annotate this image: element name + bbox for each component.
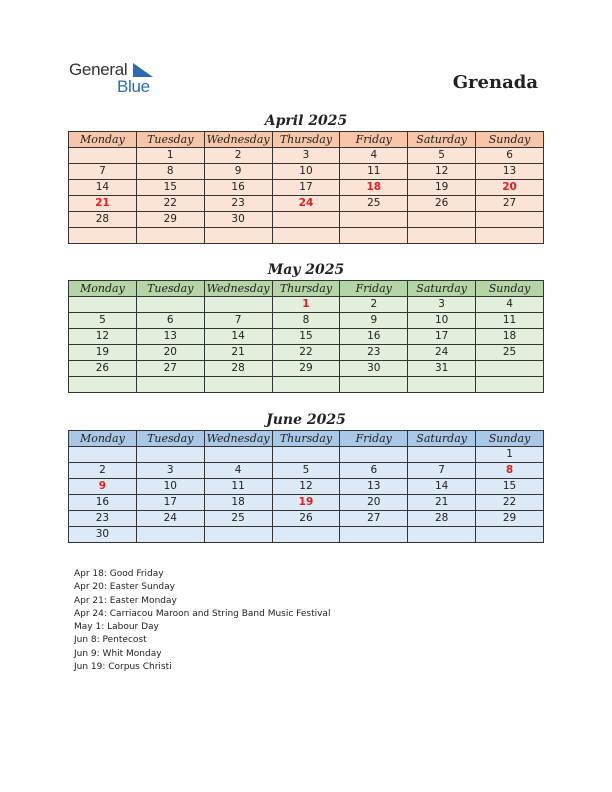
month-may bbox=[68, 261, 544, 393]
empty-day-cell bbox=[340, 447, 408, 463]
empty-day-cell bbox=[408, 527, 476, 543]
holiday-list bbox=[74, 568, 330, 674]
day-cell: 8 bbox=[136, 164, 204, 180]
day-cell: 15 bbox=[136, 180, 204, 196]
day-cell: 16 bbox=[69, 495, 137, 511]
day-cell: 6 bbox=[136, 313, 204, 329]
weekday-header: Tuesday bbox=[136, 281, 204, 297]
empty-day-cell bbox=[204, 527, 272, 543]
day-cell: 12 bbox=[408, 164, 476, 180]
empty-day-cell bbox=[476, 361, 544, 377]
empty-day-cell bbox=[204, 297, 272, 313]
logo-triangle-icon bbox=[133, 63, 153, 77]
holiday-note: Apr 18: Good Friday bbox=[74, 569, 164, 579]
day-cell: 13 bbox=[136, 329, 204, 345]
day-cell: 26 bbox=[69, 361, 137, 377]
weekday-header: Thursday bbox=[272, 132, 340, 148]
day-cell: 22 bbox=[476, 495, 544, 511]
day-cell: 28 bbox=[204, 361, 272, 377]
day-cell: 4 bbox=[204, 463, 272, 479]
day-cell: 15 bbox=[476, 479, 544, 495]
day-cell: 7 bbox=[408, 463, 476, 479]
day-cell: 5 bbox=[408, 148, 476, 164]
day-cell: 3 bbox=[136, 463, 204, 479]
day-cell: 1 bbox=[136, 148, 204, 164]
week-row bbox=[69, 463, 544, 479]
holiday-note: Jun 19: Corpus Christi bbox=[74, 662, 172, 673]
day-cell: 27 bbox=[476, 196, 544, 212]
empty-day-cell bbox=[272, 212, 340, 228]
day-cell: 7 bbox=[69, 164, 137, 180]
day-cell: 4 bbox=[476, 297, 544, 313]
week-row bbox=[69, 361, 544, 377]
day-cell: 19 bbox=[408, 180, 476, 196]
weekday-header: Sunday bbox=[476, 431, 544, 447]
holiday-day-cell: 8 bbox=[476, 463, 544, 479]
empty-day-cell bbox=[204, 447, 272, 463]
week-row bbox=[69, 297, 544, 313]
calendar-grid bbox=[68, 131, 544, 244]
day-cell: 29 bbox=[272, 361, 340, 377]
empty-day-cell bbox=[69, 228, 137, 244]
day-cell: 24 bbox=[136, 511, 204, 527]
holiday-day-cell: 24 bbox=[272, 196, 340, 212]
week-row bbox=[69, 164, 544, 180]
day-cell: 13 bbox=[476, 164, 544, 180]
day-cell: 11 bbox=[476, 313, 544, 329]
day-cell: 3 bbox=[272, 148, 340, 164]
day-cell: 27 bbox=[340, 511, 408, 527]
day-cell: 20 bbox=[136, 345, 204, 361]
day-cell: 10 bbox=[408, 313, 476, 329]
empty-day-cell bbox=[272, 377, 340, 393]
holiday-day-cell: 1 bbox=[272, 297, 340, 313]
weekday-header: Sunday bbox=[476, 132, 544, 148]
day-cell: 28 bbox=[69, 212, 137, 228]
empty-day-cell bbox=[136, 228, 204, 244]
day-cell: 2 bbox=[340, 297, 408, 313]
calendar-grid bbox=[68, 430, 544, 543]
day-cell: 21 bbox=[204, 345, 272, 361]
holiday-note: Jun 8: Pentecost bbox=[74, 635, 147, 646]
day-cell: 25 bbox=[340, 196, 408, 212]
empty-day-cell bbox=[408, 228, 476, 244]
week-row bbox=[69, 148, 544, 164]
week-row bbox=[69, 495, 544, 511]
empty-day-cell bbox=[408, 377, 476, 393]
day-cell: 30 bbox=[340, 361, 408, 377]
holiday-note: May 1: Labour Day bbox=[74, 622, 159, 633]
week-row bbox=[69, 377, 544, 393]
weekday-header: Saturday bbox=[408, 132, 476, 148]
day-cell: 25 bbox=[476, 345, 544, 361]
empty-day-cell bbox=[476, 377, 544, 393]
calendar-grid bbox=[68, 280, 544, 393]
day-cell: 8 bbox=[272, 313, 340, 329]
empty-day-cell bbox=[476, 212, 544, 228]
day-cell: 28 bbox=[408, 511, 476, 527]
weekday-header: Saturday bbox=[408, 281, 476, 297]
day-cell: 2 bbox=[204, 148, 272, 164]
week-row bbox=[69, 345, 544, 361]
weekday-header: Friday bbox=[340, 132, 408, 148]
empty-day-cell bbox=[136, 377, 204, 393]
day-cell: 17 bbox=[408, 329, 476, 345]
holiday-day-cell: 21 bbox=[69, 196, 137, 212]
holiday-day-cell: 9 bbox=[69, 479, 137, 495]
empty-day-cell bbox=[340, 527, 408, 543]
holiday-note: Apr 20: Easter Sunday bbox=[74, 582, 175, 593]
weekday-header: Tuesday bbox=[136, 431, 204, 447]
empty-day-cell bbox=[408, 447, 476, 463]
month-title: May 2025 bbox=[267, 262, 345, 278]
day-cell: 3 bbox=[408, 297, 476, 313]
empty-day-cell bbox=[340, 228, 408, 244]
day-cell: 18 bbox=[204, 495, 272, 511]
weekday-header-row bbox=[69, 132, 544, 148]
empty-day-cell bbox=[69, 377, 137, 393]
weekday-header: Monday bbox=[69, 132, 137, 148]
day-cell: 31 bbox=[408, 361, 476, 377]
weekday-header: Wednesday bbox=[204, 132, 272, 148]
day-cell: 30 bbox=[204, 212, 272, 228]
generalblue-logo bbox=[69, 60, 169, 96]
week-row bbox=[69, 180, 544, 196]
day-cell: 16 bbox=[204, 180, 272, 196]
day-cell: 26 bbox=[408, 196, 476, 212]
empty-day-cell bbox=[476, 228, 544, 244]
week-row bbox=[69, 447, 544, 463]
day-cell: 9 bbox=[204, 164, 272, 180]
logo-text-general: General bbox=[69, 60, 128, 79]
day-cell: 14 bbox=[204, 329, 272, 345]
weekday-header: Wednesday bbox=[204, 281, 272, 297]
week-row bbox=[69, 313, 544, 329]
logo-text-blue: Blue bbox=[117, 77, 150, 96]
day-cell: 23 bbox=[204, 196, 272, 212]
week-row bbox=[69, 329, 544, 345]
day-cell: 9 bbox=[340, 313, 408, 329]
weekday-header: Tuesday bbox=[136, 132, 204, 148]
week-row bbox=[69, 196, 544, 212]
day-cell: 22 bbox=[272, 345, 340, 361]
day-cell: 1 bbox=[476, 447, 544, 463]
empty-day-cell bbox=[272, 228, 340, 244]
day-cell: 5 bbox=[272, 463, 340, 479]
day-cell: 13 bbox=[340, 479, 408, 495]
holiday-note: Apr 21: Easter Monday bbox=[74, 595, 177, 606]
holiday-note: Apr 24: Carriacou Maroon and String Band Music Festival bbox=[74, 608, 331, 619]
day-cell: 29 bbox=[136, 212, 204, 228]
day-cell: 25 bbox=[204, 511, 272, 527]
day-cell: 10 bbox=[272, 164, 340, 180]
empty-day-cell bbox=[69, 447, 137, 463]
month-april bbox=[68, 112, 544, 244]
day-cell: 15 bbox=[272, 329, 340, 345]
weekday-header: Monday bbox=[69, 431, 137, 447]
day-cell: 17 bbox=[136, 495, 204, 511]
day-cell: 11 bbox=[340, 164, 408, 180]
empty-day-cell bbox=[136, 527, 204, 543]
weekday-header: Friday bbox=[340, 431, 408, 447]
month-title: June 2025 bbox=[266, 412, 346, 428]
day-cell: 22 bbox=[136, 196, 204, 212]
day-cell: 30 bbox=[69, 527, 137, 543]
holiday-day-cell: 20 bbox=[476, 180, 544, 196]
day-cell: 10 bbox=[136, 479, 204, 495]
day-cell: 4 bbox=[340, 148, 408, 164]
week-row bbox=[69, 479, 544, 495]
day-cell: 6 bbox=[340, 463, 408, 479]
day-cell: 14 bbox=[408, 479, 476, 495]
holiday-day-cell: 18 bbox=[340, 180, 408, 196]
day-cell: 20 bbox=[340, 495, 408, 511]
day-cell: 17 bbox=[272, 180, 340, 196]
empty-day-cell bbox=[476, 527, 544, 543]
empty-day-cell bbox=[136, 447, 204, 463]
day-cell: 14 bbox=[69, 180, 137, 196]
weekday-header-row bbox=[69, 281, 544, 297]
weekday-header: Friday bbox=[340, 281, 408, 297]
empty-day-cell bbox=[69, 297, 137, 313]
day-cell: 23 bbox=[69, 511, 137, 527]
weekday-header: Monday bbox=[69, 281, 137, 297]
empty-day-cell bbox=[69, 148, 137, 164]
day-cell: 23 bbox=[340, 345, 408, 361]
week-row bbox=[69, 212, 544, 228]
day-cell: 12 bbox=[272, 479, 340, 495]
week-row bbox=[69, 511, 544, 527]
empty-day-cell bbox=[408, 212, 476, 228]
month-june bbox=[68, 411, 544, 543]
holiday-day-cell: 19 bbox=[272, 495, 340, 511]
country-name: Grenada bbox=[452, 72, 538, 93]
holiday-note: Jun 9: Whit Monday bbox=[74, 648, 162, 659]
day-cell: 16 bbox=[340, 329, 408, 345]
weekday-header-row bbox=[69, 431, 544, 447]
empty-day-cell bbox=[340, 377, 408, 393]
empty-day-cell bbox=[272, 447, 340, 463]
day-cell: 6 bbox=[476, 148, 544, 164]
weekday-header: Saturday bbox=[408, 431, 476, 447]
day-cell: 21 bbox=[408, 495, 476, 511]
day-cell: 19 bbox=[69, 345, 137, 361]
empty-day-cell bbox=[204, 377, 272, 393]
month-title: April 2025 bbox=[264, 113, 348, 129]
empty-day-cell bbox=[340, 212, 408, 228]
weekday-header: Sunday bbox=[476, 281, 544, 297]
day-cell: 11 bbox=[204, 479, 272, 495]
day-cell: 7 bbox=[204, 313, 272, 329]
weekday-header: Wednesday bbox=[204, 431, 272, 447]
empty-day-cell bbox=[136, 297, 204, 313]
day-cell: 2 bbox=[69, 463, 137, 479]
empty-day-cell bbox=[272, 527, 340, 543]
day-cell: 18 bbox=[476, 329, 544, 345]
day-cell: 29 bbox=[476, 511, 544, 527]
empty-day-cell bbox=[204, 228, 272, 244]
day-cell: 5 bbox=[69, 313, 137, 329]
weekday-header: Thursday bbox=[272, 281, 340, 297]
day-cell: 12 bbox=[69, 329, 137, 345]
day-cell: 26 bbox=[272, 511, 340, 527]
weekday-header: Thursday bbox=[272, 431, 340, 447]
week-row bbox=[69, 228, 544, 244]
week-row bbox=[69, 527, 544, 543]
day-cell: 24 bbox=[408, 345, 476, 361]
day-cell: 27 bbox=[136, 361, 204, 377]
